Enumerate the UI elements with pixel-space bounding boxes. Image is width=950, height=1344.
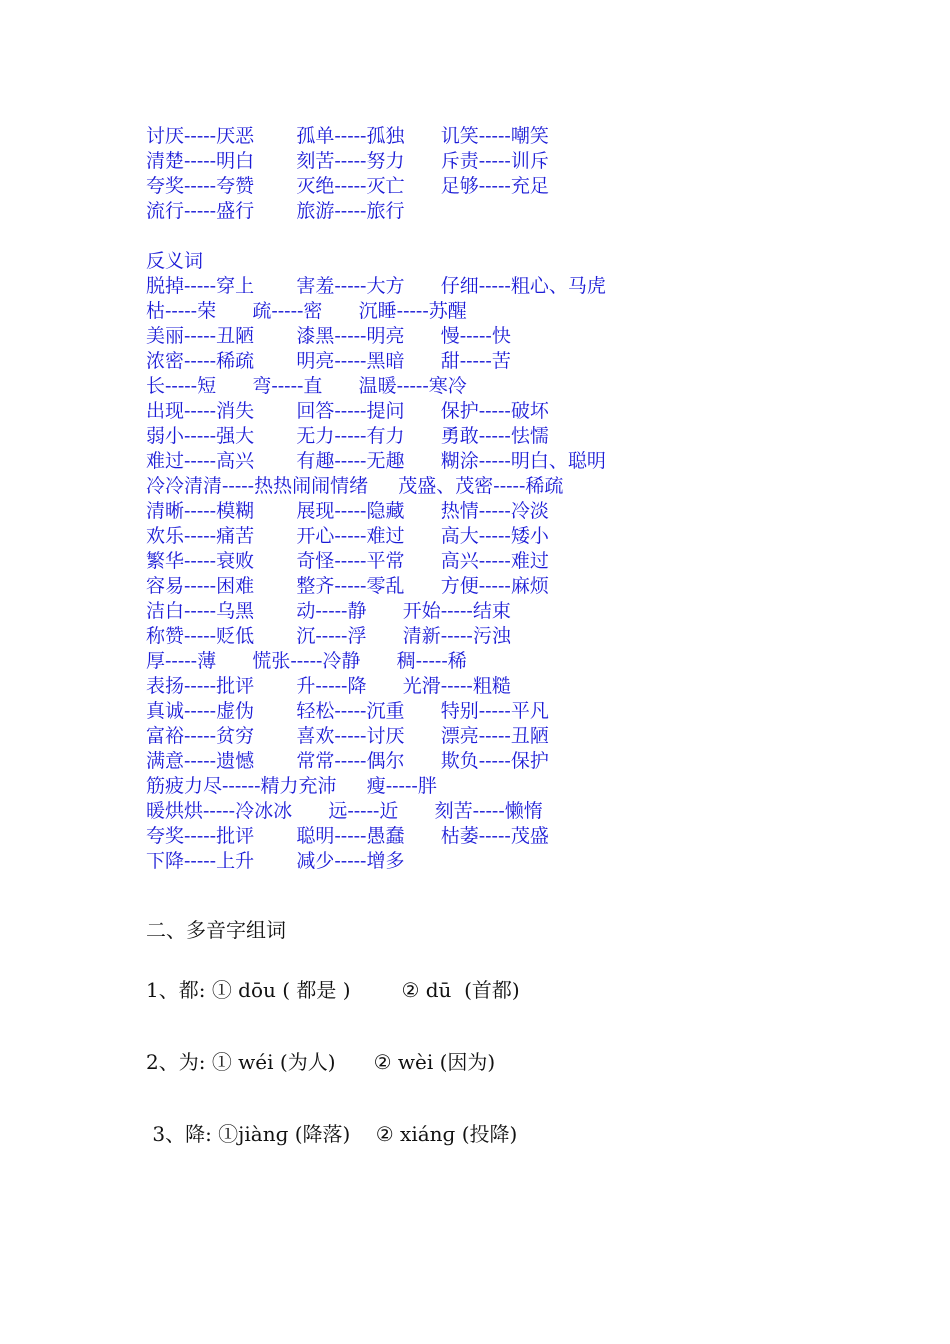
polyphone-line: 2、为: ① wéi (为人) ② wèi (因为) [146,1050,496,1074]
antonym-line: 满意-----遗憾 常常-----偶尔 欺负-----保护 [146,750,549,772]
synonym-line: 清楚-----明白 刻苦-----努力 斥责-----训斥 [146,150,549,172]
antonym-line: 美丽-----丑陋 漆黑-----明亮 慢-----快 [146,325,511,347]
antonym-line: 称赞-----贬低 沉-----浮 清新-----污浊 [146,625,511,647]
synonym-line: 夸奖-----夸赞 灭绝-----灭亡 足够-----充足 [146,175,549,197]
antonym-line: 富裕-----贫穷 喜欢-----讨厌 漂亮-----丑陋 [146,725,549,747]
polyphone-line: 1、都: ① dōu ( 都是 ) ② dū (首都) [146,978,520,1002]
antonym-line: 难过-----高兴 有趣-----无趣 糊涂-----明白、聪明 [146,450,606,472]
antonym-line: 表扬-----批评 升-----降 光滑-----粗糙 [146,675,511,697]
antonym-line: 枯-----荣 疏-----密 沉睡-----苏醒 [146,300,467,322]
antonym-line: 真诚-----虚伪 轻松-----沉重 特别-----平凡 [146,700,549,722]
section-two-heading: 二、多音字组词 [146,918,286,942]
synonym-line: 流行-----盛行 旅游-----旅行 [146,200,405,222]
antonym-line: 欢乐-----痛苦 开心-----难过 高大-----矮小 [146,525,549,547]
antonym-line: 浓密-----稀疏 明亮-----黑暗 甜-----苦 [146,350,511,372]
antonym-line: 冷冷清清-----热热闹闹情绪 茂盛、茂密-----稀疏 [146,475,564,497]
antonym-line: 弱小-----强大 无力-----有力 勇敢-----怯懦 [146,425,549,447]
antonym-line: 筋疲力尽------精力充沛 瘦-----胖 [146,775,437,797]
antonym-line: 容易-----困难 整齐-----零乱 方便-----麻烦 [146,575,549,597]
antonym-line: 脱掉-----穿上 害羞-----大方 仔细-----粗心、马虎 [146,275,606,297]
antonym-line: 出现-----消失 回答-----提问 保护-----破坏 [146,400,549,422]
antonym-line: 厚-----薄 慌张-----冷静 稠-----稀 [146,650,467,672]
antonym-line: 长-----短 弯-----直 温暖-----寒冷 [146,375,467,397]
antonym-line: 繁华-----衰败 奇怪-----平常 高兴-----难过 [146,550,549,572]
synonym-line: 讨厌-----厌恶 孤单-----孤独 讥笑-----嘲笑 [146,125,549,147]
antonym-line: 下降-----上升 减少-----增多 [146,850,405,872]
antonym-heading: 反义词 [146,250,204,272]
antonym-line: 夸奖-----批评 聪明-----愚蠢 枯萎-----茂盛 [146,825,549,847]
antonym-line: 洁白-----乌黑 动-----静 开始-----结束 [146,600,511,622]
antonym-line: 清晰-----模糊 展现-----隐藏 热情-----冷淡 [146,500,549,522]
antonym-line: 暖烘烘-----冷冰冰 远-----近 刻苦-----懒惰 [146,800,543,822]
polyphone-line: 3、降: ①jiànɡ (降落) ② xiánɡ (投降) [146,1122,518,1146]
